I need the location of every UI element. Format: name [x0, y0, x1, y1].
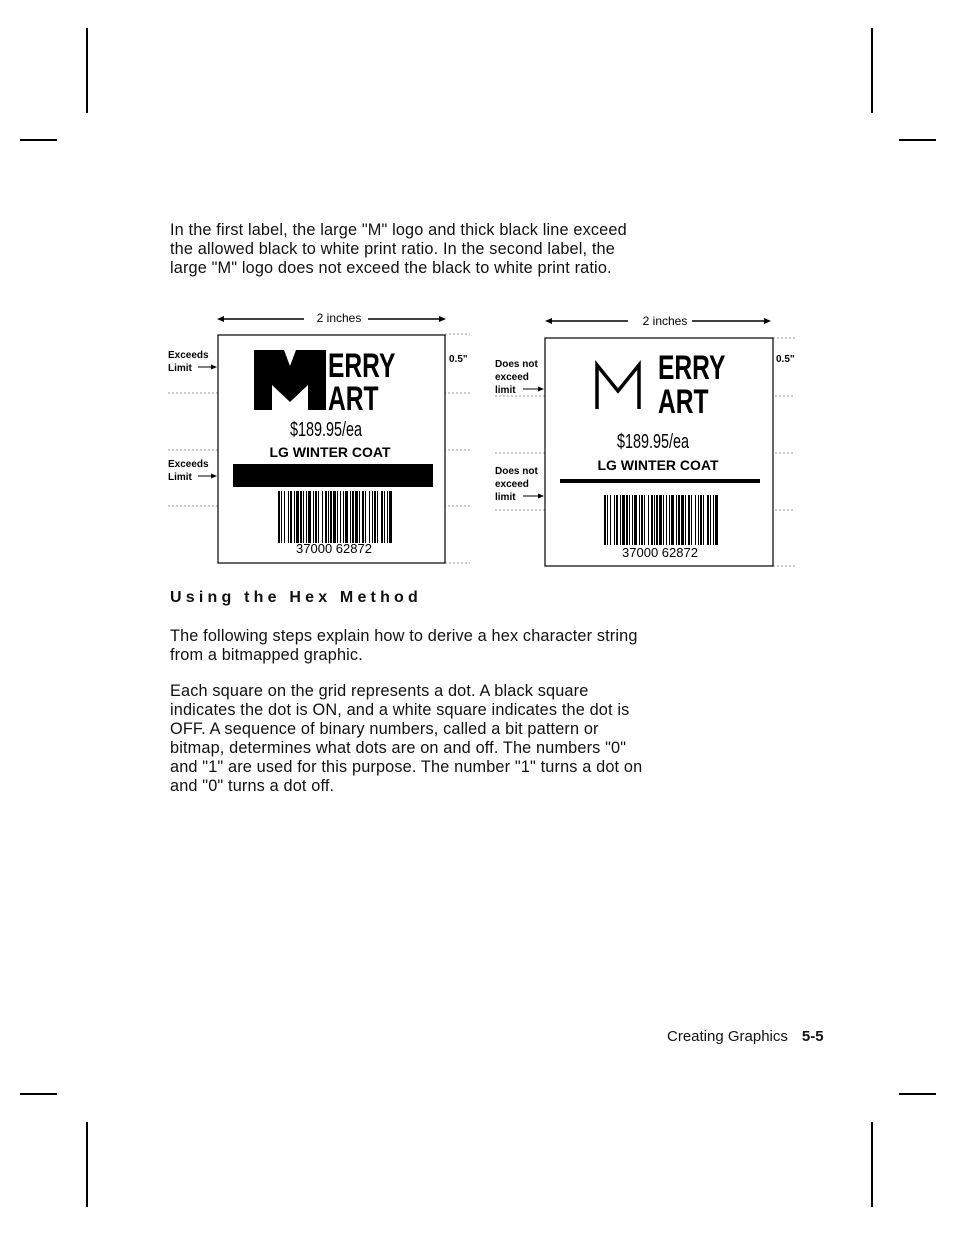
section-paragraph-2: Each square on the grid represents a dot. A black square indicates the dot is ON, and a white square indicates the dot is OFF. A sequence of binary numbers, called a bit pattern or bitmap, determines what dots are on and off. The numbers "0" and "1" are used for this purpose. The number "1" turns a dot on and "0" turns a dot off. — [170, 682, 643, 795]
barcode-bar — [654, 495, 655, 545]
barcode-bar — [678, 495, 680, 545]
barcode-bar — [614, 495, 615, 545]
barcode-bar — [284, 491, 285, 543]
barcode-bar — [350, 491, 351, 543]
barcode-bar — [325, 491, 327, 543]
item-name: LG WINTER COAT — [269, 444, 391, 460]
width-label: 2 inches — [642, 314, 688, 328]
barcode-bar — [372, 491, 373, 543]
barcode-bar — [703, 495, 704, 545]
page-number: 5-5 — [801, 1028, 824, 1045]
thick-black-line — [233, 464, 433, 487]
barcode-bar — [369, 491, 370, 543]
barcode-bar — [713, 495, 714, 545]
barcode-bar — [288, 491, 289, 543]
barcode-bar — [294, 491, 295, 543]
barcode-bar — [345, 491, 348, 543]
barcode-bar — [330, 491, 332, 543]
barcode-bar — [648, 495, 649, 545]
barcode-bar — [322, 491, 323, 543]
barcode-bar — [626, 495, 628, 545]
barcode-bar — [622, 495, 625, 545]
section-paragraph-1: The following steps explain how to derive a hex character string from a bitmapped graphic. — [170, 627, 638, 664]
barcode-bar — [306, 491, 307, 543]
price: $189.95/ea — [617, 429, 690, 453]
callout-bottom-line2: Limit — [168, 472, 192, 483]
footer-title: Creating Graphics — [667, 1028, 788, 1045]
barcode-bar — [700, 495, 702, 545]
barcode-bar — [340, 491, 341, 543]
barcode-bar — [651, 495, 653, 545]
callout-top-line1: Does not — [495, 359, 538, 370]
intro-paragraph: In the first label, the large "M" logo and thick black line exceed the allowed black to white print ratio. In the second label, the large "M" logo does not exceed the black to white print ratio. — [170, 221, 627, 277]
callout-bottom-line2: exceed — [495, 479, 529, 490]
crop-mark — [899, 139, 936, 141]
barcode-bar — [365, 491, 366, 543]
width-label: 2 inches — [316, 311, 362, 325]
crop-mark — [86, 1122, 88, 1207]
barcode-bar — [681, 495, 684, 545]
barcode-bar — [315, 491, 317, 543]
logo-line1: ERRY — [658, 349, 726, 388]
barcode-bar — [695, 495, 696, 545]
figure-exceeds-limit — [160, 300, 480, 575]
callout-top-line2: Limit — [168, 363, 192, 374]
callout-bottom-line3: limit — [495, 492, 516, 503]
barcode-bar — [389, 491, 392, 543]
barcode-bar — [281, 491, 282, 543]
barcode-bar — [663, 495, 664, 545]
barcode-bar — [607, 495, 608, 545]
barcode-bar — [300, 491, 302, 543]
callout-top-line3: limit — [495, 385, 516, 396]
barcode-bar — [715, 495, 718, 545]
barcode-bar — [290, 491, 292, 543]
barcode-bar — [676, 495, 677, 545]
barcode-bar — [671, 495, 674, 545]
barcode-bar — [278, 491, 280, 543]
barcode-bar — [710, 495, 711, 545]
barcode-bar — [691, 495, 692, 545]
height-label: 0.5" — [449, 354, 468, 365]
barcode-bar — [669, 495, 670, 545]
logo-line2: ART — [328, 380, 379, 419]
logo-line2: ART — [658, 383, 709, 422]
barcode-bar — [610, 495, 611, 545]
figure-does-not-exceed — [490, 305, 800, 575]
page-footer — [667, 1028, 824, 1045]
barcode-bar — [374, 491, 376, 543]
barcode-bar — [387, 491, 388, 543]
barcode-bar — [685, 495, 686, 545]
barcode-bar — [313, 491, 314, 543]
barcode-bar — [641, 495, 643, 545]
barcode-bar — [688, 495, 690, 545]
barcode-bar — [639, 495, 640, 545]
callout-top-line2: exceed — [495, 372, 529, 383]
crop-mark — [20, 1093, 57, 1095]
price: $189.95/ea — [290, 417, 363, 441]
barcode-bar — [656, 495, 658, 545]
barcode-bar — [303, 491, 304, 543]
barcode-bar — [381, 491, 383, 543]
barcode-bar — [355, 491, 358, 543]
thin-black-line — [560, 479, 760, 483]
barcode-bar — [377, 491, 378, 543]
item-name: LG WINTER COAT — [597, 457, 719, 473]
barcode-bar — [698, 495, 699, 545]
crop-mark — [86, 28, 88, 113]
barcode-bar — [616, 495, 618, 545]
barcode-bar — [333, 491, 336, 543]
callout-bottom-line1: Exceeds — [168, 459, 209, 470]
barcode-bar — [352, 491, 354, 543]
barcode-bar — [343, 491, 344, 543]
barcode-bar — [359, 491, 360, 543]
barcode-bar — [707, 495, 709, 545]
barcode-number: 37000 62872 — [622, 545, 698, 560]
barcode-bar — [629, 495, 630, 545]
barcode-bar — [384, 491, 385, 543]
barcode-bar — [620, 495, 621, 545]
crop-mark — [20, 139, 57, 141]
barcode-bar — [659, 495, 662, 545]
callout-bottom-line1: Does not — [495, 466, 538, 477]
barcode-bar — [604, 495, 606, 545]
logo-line1: ERRY — [328, 347, 396, 386]
barcode-bar — [666, 495, 667, 545]
section-heading: Using the Hex Method — [170, 589, 423, 606]
barcode-bar — [308, 491, 311, 543]
callout-top-line1: Exceeds — [168, 350, 209, 361]
barcode-bar — [362, 491, 364, 543]
barcode-bar — [296, 491, 299, 543]
barcode-bar — [328, 491, 329, 543]
crop-mark — [871, 28, 873, 113]
barcode-bar — [632, 495, 633, 545]
crop-mark — [871, 1122, 873, 1207]
barcode-bar — [337, 491, 338, 543]
barcode-bar — [634, 495, 637, 545]
barcode-number: 37000 62872 — [296, 541, 372, 556]
barcode-bar — [318, 491, 319, 543]
barcode-bar — [644, 495, 645, 545]
height-label: 0.5" — [776, 354, 795, 365]
crop-mark — [899, 1093, 936, 1095]
